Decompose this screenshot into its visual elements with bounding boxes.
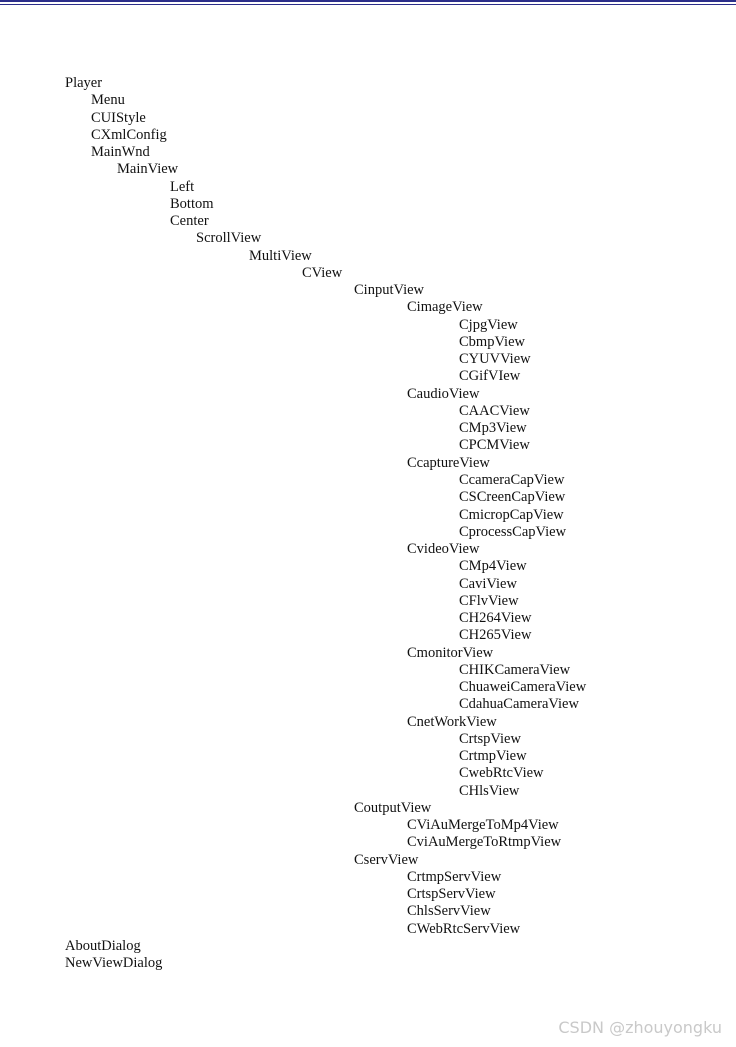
top-rule xyxy=(0,0,736,5)
tree-node: CjpgView xyxy=(459,317,518,333)
tree-node: Menu xyxy=(91,92,125,108)
tree-node: CrtmpView xyxy=(459,748,527,764)
tree-node: CrtmpServView xyxy=(407,869,502,885)
tree-node: MainView xyxy=(117,161,179,177)
tree-node: CPCMView xyxy=(459,437,530,453)
tree-node: NewViewDialog xyxy=(65,955,163,971)
tree-node: ScrollView xyxy=(196,230,262,246)
tree-node: CHlsView xyxy=(459,783,520,799)
tree-node: CmonitorView xyxy=(407,645,494,661)
tree-node: Bottom xyxy=(170,196,214,212)
tree-node: CimageView xyxy=(407,299,483,315)
tree-node: CViAuMergeToMp4View xyxy=(407,817,559,833)
tree-node: CSCreenCapView xyxy=(459,489,566,505)
tree-node: CMp3View xyxy=(459,420,527,436)
tree-node: CrtspServView xyxy=(407,886,496,902)
tree-node: CprocessCapView xyxy=(459,524,567,540)
tree-node: CH265View xyxy=(459,627,532,643)
tree-node: CAACView xyxy=(459,403,530,419)
tree-node: CWebRtcServView xyxy=(407,921,521,937)
tree-node: CXmlConfig xyxy=(91,127,167,143)
tree-node: CcaptureView xyxy=(407,455,490,471)
tree-node: CView xyxy=(302,265,343,281)
tree-node: CwebRtcView xyxy=(459,765,544,781)
tree-node: Left xyxy=(170,179,195,195)
tree-node: Player xyxy=(65,75,103,91)
tree-node: Center xyxy=(170,213,209,229)
tree-node: CoutputView xyxy=(354,800,432,816)
tree-node: CFlvView xyxy=(459,593,519,609)
tree-node: CYUVView xyxy=(459,351,531,367)
tree-node: CdahuaCameraView xyxy=(459,696,579,712)
watermark: CSDN @zhouyongku xyxy=(558,1018,722,1037)
tree-node: MultiView xyxy=(249,248,312,264)
tree-node: CservView xyxy=(354,852,419,868)
tree-node: CrtspView xyxy=(459,731,521,747)
tree-node: CaudioView xyxy=(407,386,480,402)
tree-node: AboutDialog xyxy=(65,938,141,954)
tree-node: CmicropCapView xyxy=(459,507,564,523)
tree-node: ChlsServView xyxy=(407,903,491,919)
tree-node: CUIStyle xyxy=(91,110,146,126)
tree-node: CH264View xyxy=(459,610,532,626)
tree-node: CvideoView xyxy=(407,541,480,557)
tree-node: CMp4View xyxy=(459,558,527,574)
tree-node: CbmpView xyxy=(459,334,525,350)
tree-node: CaviView xyxy=(459,576,517,592)
tree-node: CcameraCapView xyxy=(459,472,565,488)
tree-node: CviAuMergeToRtmpView xyxy=(407,834,562,850)
tree-node: CGifVIew xyxy=(459,368,521,384)
tree-node: CnetWorkView xyxy=(407,714,497,730)
tree-node: ChuaweiCameraView xyxy=(459,679,587,695)
tree-node: CinputView xyxy=(354,282,425,298)
tree-node: CHIKCameraView xyxy=(459,662,571,678)
tree-node: MainWnd xyxy=(91,144,150,160)
